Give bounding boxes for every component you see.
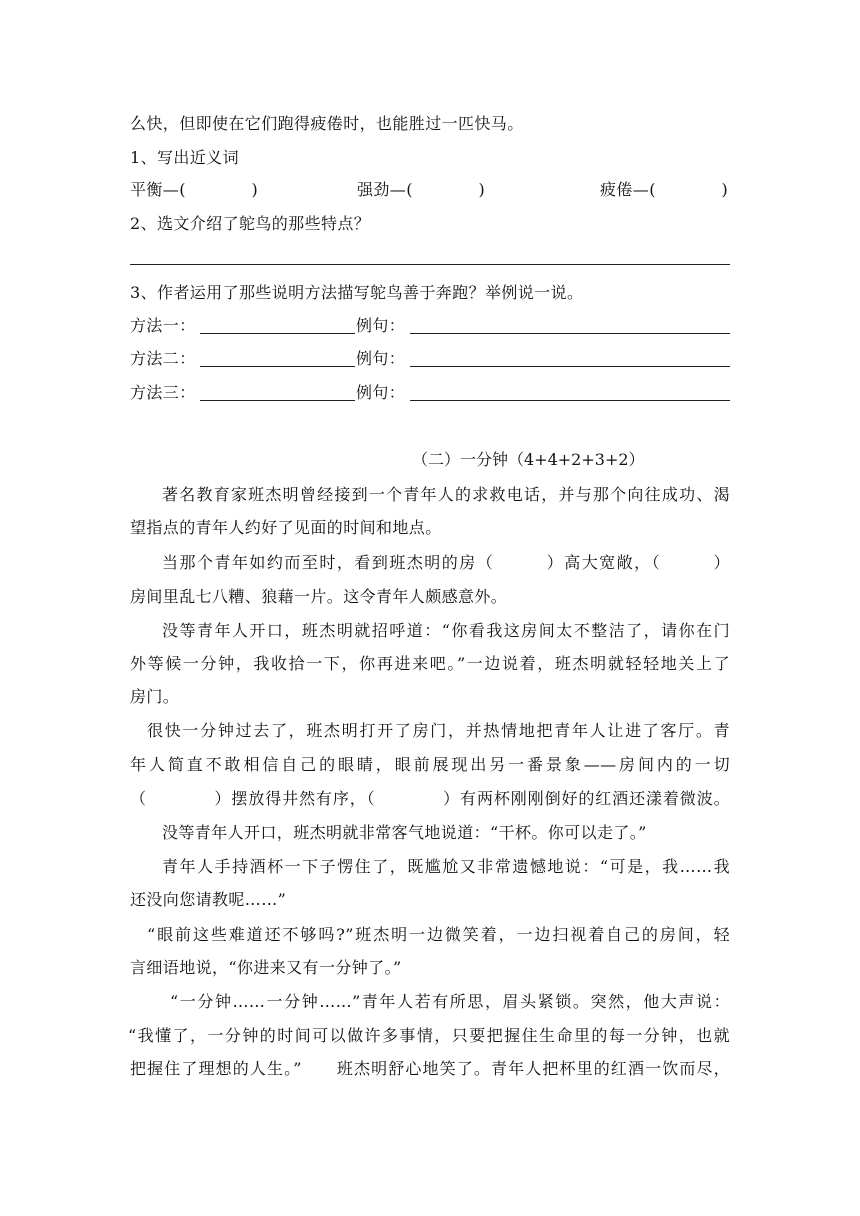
paragraph-line: 房间里乱七八糟、狼藉一片。这令青年人颇感意外。 [130, 587, 508, 606]
paragraph-line: 还没向您请教呢……” [130, 890, 287, 909]
synonym-item-2[interactable]: 强劲—( ) [357, 180, 486, 199]
method-label-2: 方法二： [130, 349, 196, 368]
paragraph-line: 外等候一分钟，我收拾一下，你再进来吧。”一边说着，班杰明就轻轻地关上了 [130, 654, 730, 673]
method-row-1 [130, 316, 730, 336]
q3-heading: 3、作者运用了那些说明方法描写鸵鸟善于奔跑？举例说一说。 [130, 283, 584, 302]
intro-tail-line: 么快，但即使在它们跑得疲倦时，也能胜过一匹快马。 [130, 114, 524, 133]
paragraph-line: 没等青年人开口，班杰明就招呼道：“你看我这房间太不整洁了，请你在门 [162, 621, 730, 640]
synonym-item-1[interactable]: 平衡—( ) [130, 180, 259, 199]
example-label-2: 例句： [356, 349, 406, 368]
paragraph-line: 很快一分钟过去了，班杰明打开了房门，并热情地把青年人让进了客厅。青 [147, 721, 730, 740]
paragraph-line: （ ）摆放得井然有序，（ ）有两杯刚刚倒好的红酒还漾着微波。 [130, 789, 730, 808]
paragraph-line: 言细语地说，“你进来又有一分钟了。” [130, 958, 402, 977]
method-row-3 [130, 383, 730, 403]
example-answer-line-2[interactable] [410, 366, 730, 367]
paragraph-line: 望指点的青年人约好了见面的时间和地点。 [130, 518, 442, 537]
q1-synonym-row [130, 180, 730, 200]
paragraph-line: 青年人手持酒杯一下子愣住了，既尴尬又非常遗憾地说：“可是，我……我 [162, 857, 730, 876]
method-answer-line-3[interactable] [200, 400, 355, 401]
paragraph-line: 没等青年人开口，班杰明就非常客气地说道：“干杯。你可以走了。” [162, 823, 647, 842]
example-label-3: 例句： [356, 383, 406, 402]
paragraph-line: 当那个青年如约而至时，看到班杰明的房（ ）高大宽敞，（ ） [162, 553, 730, 572]
method-answer-line-2[interactable] [200, 366, 355, 367]
q2-answer-line[interactable] [130, 264, 730, 265]
example-answer-line-1[interactable] [410, 333, 730, 334]
example-label-1: 例句： [356, 316, 406, 335]
method-row-2 [130, 349, 730, 369]
q2-heading: 2、选文介绍了鸵鸟的那些特点？ [130, 214, 371, 233]
q1-heading: 1、写出近义词 [130, 148, 239, 167]
method-answer-line-1[interactable] [200, 333, 355, 334]
synonym-item-3[interactable]: 疲倦—( ) [600, 180, 729, 199]
paragraph-line: “眼前这些难道还不够吗?”班杰明一边微笑着，一边扫视着自己的房间，轻 [147, 925, 730, 944]
paragraph-line: 年人简直不敢相信自己的眼睛，眼前展现出另一番景象——房间内的一切 [130, 755, 730, 774]
section-title: （二）一分钟（4+4+2+3+2） [412, 450, 645, 469]
method-label-1: 方法一： [130, 316, 196, 335]
paragraph-line: “一分钟……一分钟……”青年人若有所思，眉头紧锁。突然，他大声说： [170, 992, 730, 1011]
paragraph-line: 房门。 [130, 687, 180, 706]
paragraph-line: 把握住了理想的人生。” 班杰明舒心地笑了。青年人把杯里的红酒一饮而尽， [130, 1059, 730, 1078]
paragraph-line: “我懂了，一分钟的时间可以做许多事情，只要把握住生命里的每一分钟，也就 [128, 1026, 730, 1045]
paragraph-line: 著名教育家班杰明曾经接到一个青年人的求救电话，并与那个向往成功、渴 [162, 485, 730, 504]
example-answer-line-3[interactable] [410, 400, 730, 401]
method-label-3: 方法三： [130, 383, 196, 402]
